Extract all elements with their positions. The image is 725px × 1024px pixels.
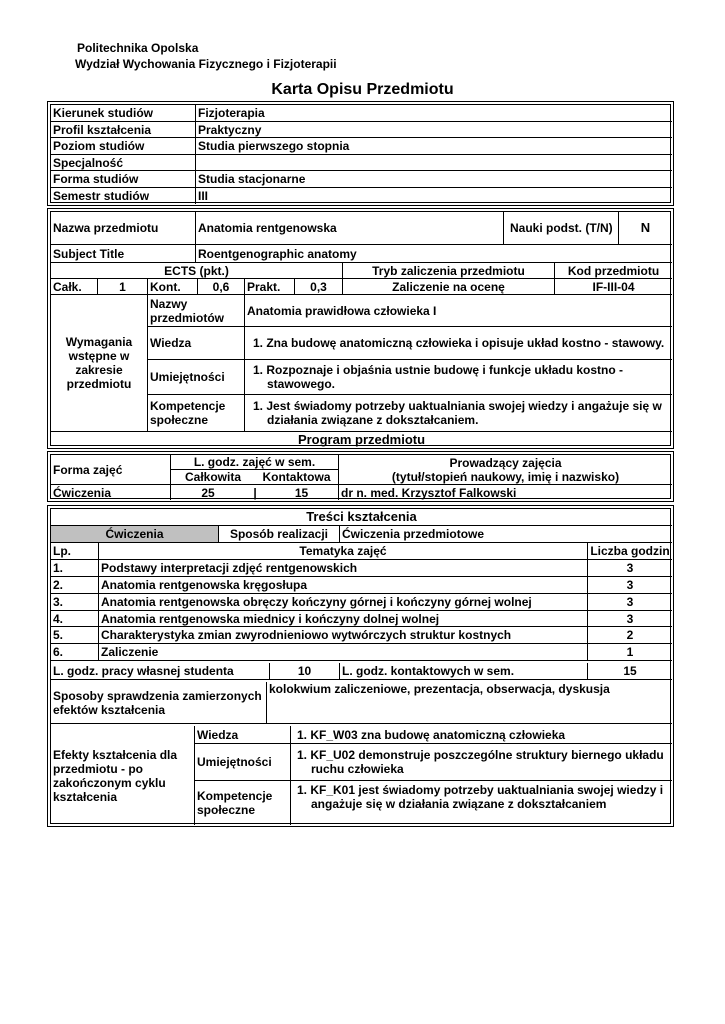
outcomes-knowledge-value: 1. KF_W03 zna budowę anatomiczną człowieka	[291, 726, 672, 744]
subject-title-value: Roentgenographic anatomy	[196, 245, 672, 263]
study-value: Studia pierwszego stopnia	[196, 138, 672, 155]
verification-label: Sposoby sprawdzenia zamierzonych efektów kształcenia	[51, 682, 267, 724]
hours-contact-value: 15	[265, 485, 339, 500]
class-form-label: Forma zajęć	[51, 455, 171, 485]
prereq-competences-label: Kompetencje społeczne	[148, 395, 245, 432]
lecturer-label: Prowadzący zajęcia	[449, 455, 562, 470]
table-row-topic: Zaliczenie	[99, 644, 588, 661]
prerequisites-label: Wymagania wstępne w zakresie przedmiotu	[51, 295, 148, 432]
ects-practical-label: Prakt.	[245, 279, 295, 295]
table-row-hours: 1	[588, 644, 672, 661]
hours-total-label: Całkowita	[171, 470, 255, 485]
lp-header: Lp.	[51, 543, 99, 560]
prereq-skills-label: Umiejętności	[148, 360, 245, 395]
subject-name-label: Nazwa przedmiotu	[51, 212, 196, 245]
study-info-table	[47, 101, 674, 206]
ects-contact-label: Kont.	[148, 279, 198, 295]
hours-header: Liczba godzin	[588, 543, 672, 560]
ects-practical-value: 0,3	[295, 279, 343, 295]
study-value: Praktyczny	[196, 122, 672, 138]
outcomes-competences-value: 1. KF_K01 jest świadomy potrzeby uaktualniania swojej wiedzy i angażuje się w działania związane z dokształcaniem	[297, 783, 664, 811]
class-form-value: Ćwiczenia	[51, 485, 171, 500]
own-work-label: L. godz. pracy własnej studenta	[51, 663, 270, 680]
faculty-name: Wydział Wychowania Fizycznego i Fizjoterapii	[75, 57, 337, 71]
table-row-topic: Anatomia rentgenowska obręczy kończyny górnej i kończyny górnej wolnej	[99, 594, 588, 611]
classes-type-label: Ćwiczenia	[51, 526, 219, 543]
prereq-skills-value: 1. Rozpoznaje i objaśnia ustnie budowę i funkcje układu kostno - stawowego.	[245, 360, 672, 395]
hours-contact-label: Kontaktowa	[255, 470, 339, 485]
table-row-topic: Charakterystyka zmian zwyrodnieniowo wytwórczych struktur kostnych	[99, 627, 588, 644]
outcomes-knowledge-label: Wiedza	[195, 726, 291, 744]
table-row-topic: Anatomia rentgenowska miednicy i kończyny dolnej wolnej	[99, 611, 588, 627]
hours-total-value: 25	[201, 485, 215, 500]
outcomes-competences-label: Kompetencje społeczne	[195, 781, 291, 825]
ects-label: ECTS (pkt.)	[51, 263, 343, 279]
table-row-topic: Podstawy interpretacji zdjęć rentgenowskich	[99, 560, 588, 577]
study-label: Kierunek studiów	[51, 105, 196, 122]
basic-sciences-label: Nauki podst. (T/N)	[504, 212, 619, 245]
method-label: Sposób realizacji	[219, 526, 340, 543]
ects-total-label: Całk.	[51, 279, 98, 295]
credit-mode-label: Tryb zaliczenia przedmiotu	[343, 263, 555, 279]
study-label: Profil kształcenia	[51, 122, 196, 138]
credit-mode-value: Zaliczenie na ocenę	[343, 279, 555, 295]
prereq-subjects-value: Anatomia prawidłowa człowieka I	[245, 295, 672, 327]
study-label: Poziom studiów	[51, 138, 196, 155]
outcomes-skills-value: 1. KF_U02 demonstruje poszczególne struktury biernego układu ruchu człowieka	[291, 744, 672, 781]
study-value: Fizjoterapia	[196, 105, 672, 122]
table-row-lp: 3.	[51, 594, 99, 611]
table-row-hours: 3	[588, 577, 672, 594]
classes-table	[47, 451, 674, 502]
subject-name-value: Anatomia rentgenowska	[196, 212, 504, 245]
hours-separator: |	[253, 485, 257, 500]
hours-label: L. godz. zajęć w sem.	[171, 455, 339, 470]
subject-code-value: IF-III-04	[555, 279, 672, 295]
table-row-lp: 6.	[51, 644, 99, 661]
subject-title-label: Subject Title	[51, 245, 196, 263]
lecturer-value: dr n. med. Krzysztof Falkowski	[341, 485, 517, 500]
study-value: Studia stacjonarne	[196, 171, 672, 188]
ects-total-value: 1	[98, 279, 148, 295]
verification-value: kolokwium zaliczeniowe, prezentacja, obserwacja, dyskusja	[267, 682, 672, 724]
contact-hours-label: L. godz. kontaktowych w sem.	[340, 663, 588, 680]
study-label: Specjalność	[51, 155, 196, 171]
content-title: Treści kształcenia	[51, 509, 672, 526]
prereq-knowledge-value: 1. Zna budowę anatomiczną człowieka i opisuje układ kostno - stawowy.	[245, 327, 672, 360]
subject-table	[47, 208, 674, 449]
study-label: Semestr studiów	[51, 188, 196, 204]
table-row-lp: 5.	[51, 627, 99, 644]
table-row-lp: 4.	[51, 611, 99, 627]
study-value	[196, 155, 672, 171]
prereq-competences-value: 1. Jest świadomy potrzeby uaktualniania swojej wiedzy i angażuje się w działania związane z dokształcaniem.	[245, 395, 672, 432]
basic-sciences-value: N	[619, 212, 672, 245]
study-value: III	[198, 189, 209, 203]
ects-contact-value: 0,6	[198, 279, 245, 295]
method-value: Ćwiczenia przedmiotowe	[340, 526, 672, 543]
prereq-knowledge-label: Wiedza	[148, 327, 245, 360]
table-row-hours: 3	[588, 560, 672, 577]
university-name: Politechnika Opolska	[77, 41, 199, 55]
table-row-hours: 2	[588, 627, 672, 644]
program-title: Program przedmiotu	[297, 432, 426, 447]
outcomes-label: Efekty kształcenia dla przedmiotu - po zakończonym cyklu kształcenia	[51, 726, 195, 825]
content-table	[47, 505, 674, 827]
subject-code-label: Kod przedmiotu	[555, 263, 672, 279]
contact-hours-value: 15	[588, 663, 672, 680]
table-row-lp: 1.	[51, 560, 99, 577]
outcomes-skills-label: Umiejętności	[195, 744, 291, 781]
table-row-hours: 3	[588, 611, 672, 627]
study-label: Forma studiów	[51, 171, 196, 188]
lecturer-sublabel: (tytuł/stopień naukowy, imię i nazwisko)	[339, 470, 672, 485]
prereq-subjects-label: Nazwy przedmiotów	[148, 295, 245, 327]
page-title: Karta Opisu Przedmiotu	[271, 81, 454, 98]
own-work-value: 10	[270, 663, 340, 680]
table-row-lp: 2.	[51, 577, 99, 594]
topic-header: Tematyka zajęć	[99, 543, 588, 560]
table-row-hours: 3	[588, 594, 672, 611]
table-row-topic: Anatomia rentgenowska kręgosłupa	[99, 577, 588, 594]
